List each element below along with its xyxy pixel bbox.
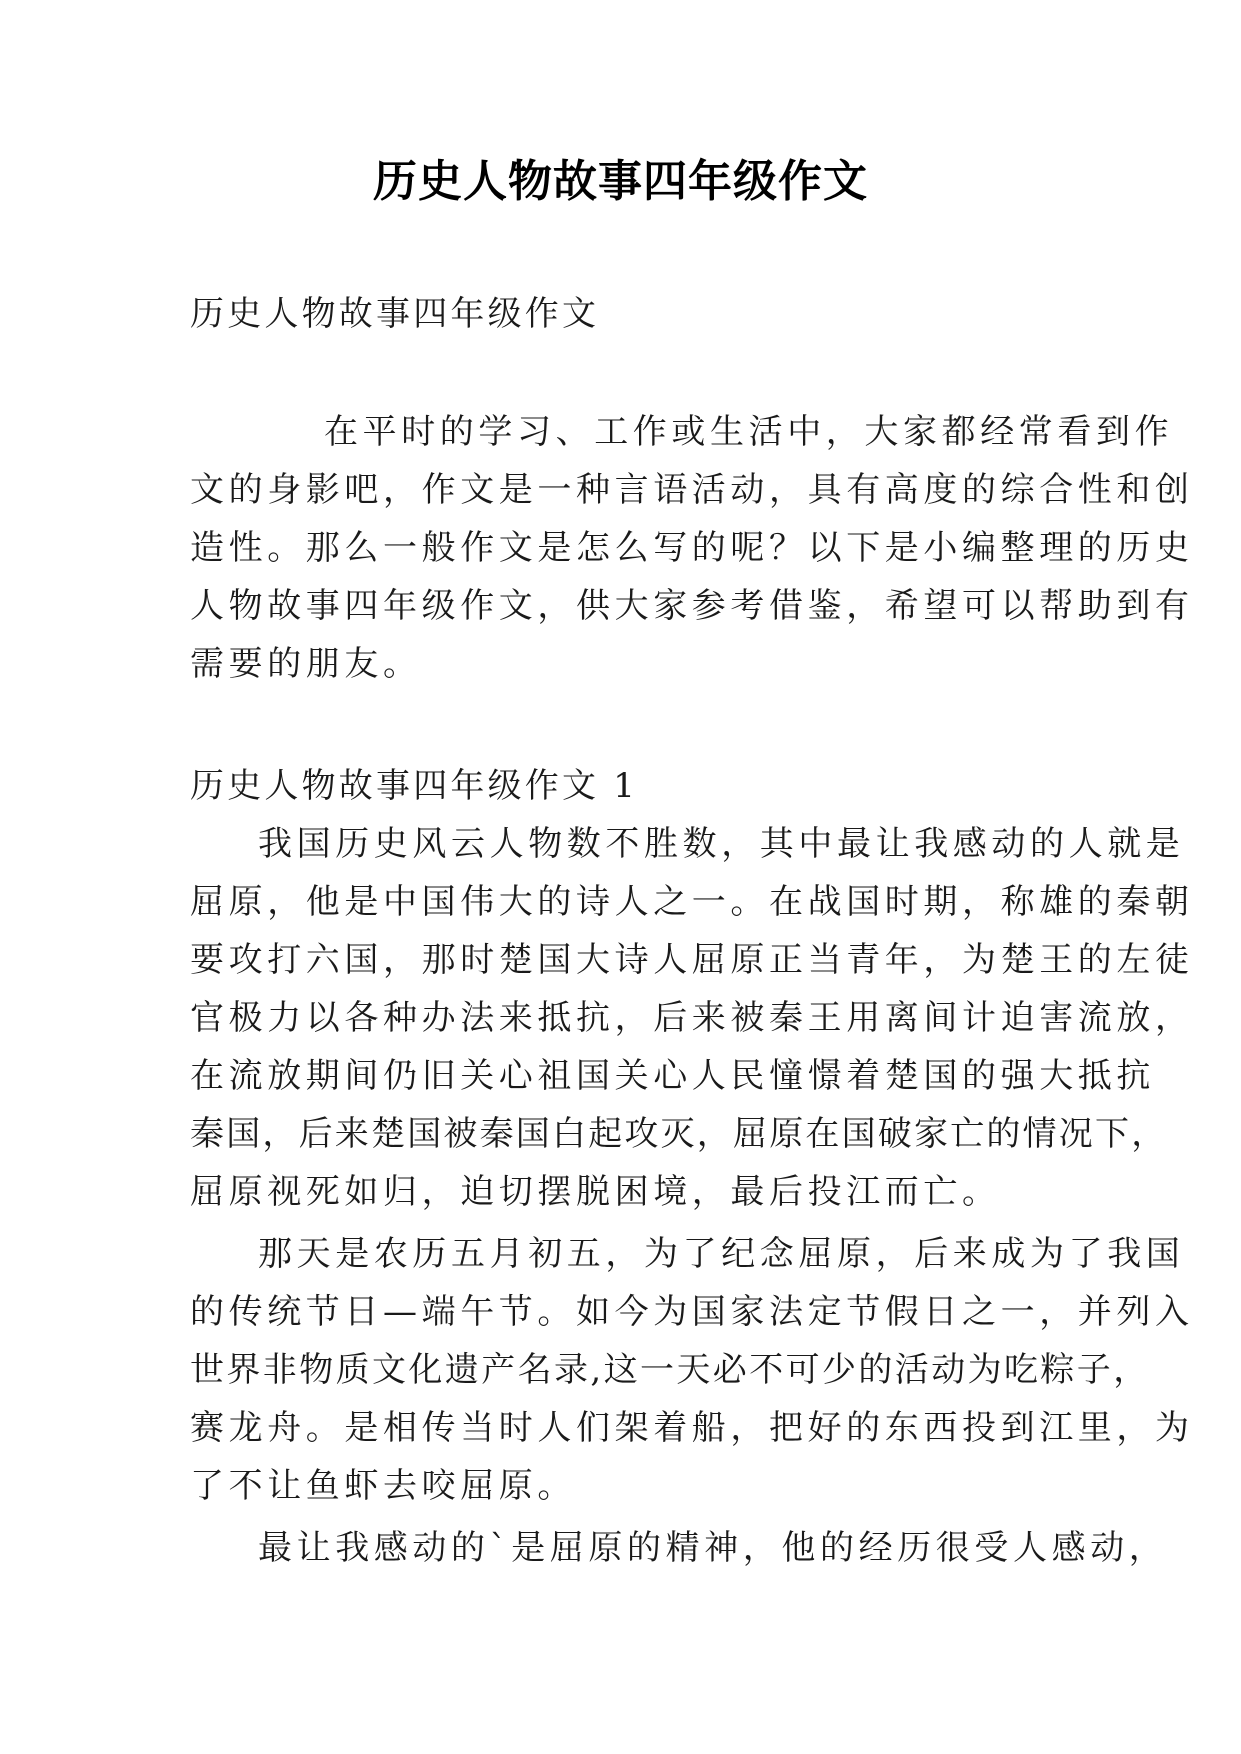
paragraph1-line-6: 秦国，后来楚国被秦国白起攻灭，屈原在国破家亡的情况下， [190, 1114, 1168, 1154]
section-heading: 历史人物故事四年级作文 1 [190, 766, 639, 806]
paragraph1-line-4: 官极力以各种办法来抵抗，后来被秦王用离间计迫害流放， [190, 998, 1194, 1038]
intro-line-5: 需要的朋友。 [190, 644, 422, 684]
intro-line-4: 人物故事四年级作文，供大家参考借鉴，希望可以帮助到有 [190, 586, 1194, 626]
intro-line-1: 在平时的学习、工作或生活中，大家都经常看到作 [324, 412, 1174, 452]
paragraph1-line-1: 我国历史风云人物数不胜数，其中最让我感动的人就是 [258, 824, 1185, 864]
paragraph3-line-1: 最让我感动的`是屈原的精神，他的经历很受人感动， [258, 1528, 1168, 1568]
paragraph2-line-2: 的传统节日—端午节。如今为国家法定节假日之一，并列入 [190, 1292, 1194, 1332]
intro-line-3: 造性。那么一般作文是怎么写的呢？以下是小编整理的历史 [190, 528, 1194, 568]
intro-line-2: 文的身影吧，作文是一种言语活动，具有高度的综合性和创 [190, 470, 1194, 510]
paragraph1-line-3: 要攻打六国，那时楚国大诗人屈原正当青年，为楚王的左徒 [190, 940, 1194, 980]
paragraph2-line-5: 了不让鱼虾去咬屈原。 [190, 1466, 576, 1506]
paragraph1-line-5: 在流放期间仍旧关心祖国关心人民憧憬着楚国的强大抵抗 [190, 1056, 1155, 1096]
paragraph2-line-3: 世界非物质文化遗产名录,这一天必不可少的活动为吃粽子， [190, 1350, 1150, 1390]
paragraph2-line-1: 那天是农历五月初五，为了纪念屈原，后来成为了我国 [258, 1234, 1185, 1274]
document-title: 历史人物故事四年级作文 [373, 156, 868, 207]
paragraph1-line-7: 屈原视死如归，迫切摆脱困境，最后投江而亡。 [190, 1172, 1001, 1212]
paragraph1-line-2: 屈原，他是中国伟大的诗人之一。在战国时期，称雄的秦朝 [190, 882, 1194, 922]
document-subtitle: 历史人物故事四年级作文 [190, 294, 600, 334]
paragraph2-line-4: 赛龙舟。是相传当时人们架着船，把好的东西投到江里，为 [190, 1408, 1194, 1448]
